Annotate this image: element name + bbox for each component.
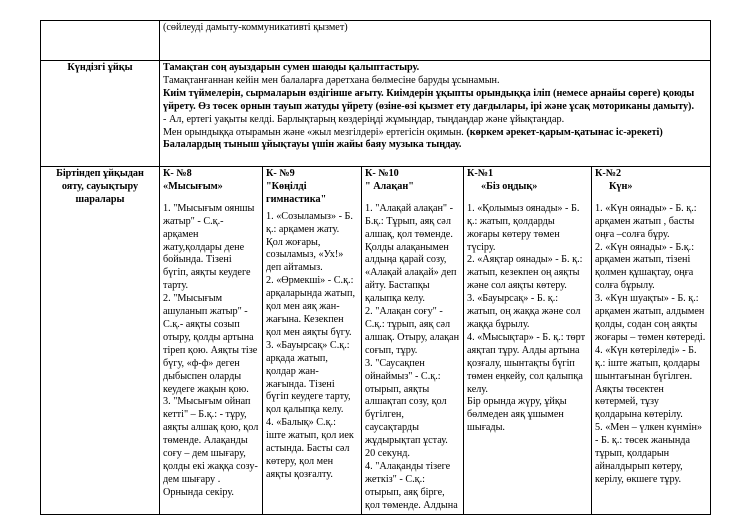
table-row — [41, 61, 711, 167]
day-title: «Біз оңдық» — [481, 180, 538, 192]
day-cell — [362, 167, 464, 515]
day-title: " Алақан" — [365, 180, 414, 192]
row1-left-cell — [41, 21, 160, 61]
day-title: "Көңілді гимнастика" — [266, 180, 327, 205]
nap-line-5-plain: Мен орындыққа отырамын және «жыл мезгілдері» ертегісін оқимын. — [163, 126, 467, 138]
table-row — [41, 167, 711, 515]
nap-line-5 — [163, 127, 707, 153]
nap-line-3: Киім түймелерін, сырмаларын өздігінше ағыту. Киімдерін ұқыпты орындыққа іліп (немесе арнайы сөреге) қоюды үйрету. Өз төсек орнын тауып жатуды үйрету (өзіне-өзі қызмет ету дағдылары, ірі және ұсақ моториканы дамыту). — [163, 87, 695, 112]
wakeup-label: Біртіндеп ұйқыдан ояту, сауықтыру шаралары — [56, 168, 144, 205]
day-code: К- №10 — [365, 168, 399, 179]
day-code: К- №9 — [266, 168, 295, 179]
table-row — [41, 21, 711, 61]
day-title: «Мысығым» — [163, 180, 223, 192]
day-code: К-№2 — [595, 168, 622, 179]
nap-content-cell — [160, 61, 711, 167]
wakeup-label-cell — [41, 167, 160, 515]
day-code: К-№1 — [467, 168, 494, 179]
day-body: 1. «Созыламыз» - Б. қ.: арқамен жату. Қол жоғары, созыламыз, «Ух!» деп айтамыз. 2. «Өрмекші» - С.қ.: арқаларында жатып, қол мен аяқ жан-жағына. Кезекпен қол мен аяқты бүгу. 3. «Бауырсақ» С.қ.: арқада жатып, қолдар жан-жағында. Тізені бүгіп кеудеге тарту, қол қалыпқа келу. 4. «Балық» С.қ.: іште жатып, қол иек астында. Басты сәл көтеру, қол мен аяқты қозғалту. — [266, 210, 356, 480]
day-cell — [263, 167, 362, 515]
day-body: 1. "Алақай алақан" - Б.қ.: Тұрып, аяқ сәл алшақ, қол төменде. Қолды алақанымен алдыңа қарай созу, «Алақай алақай» деп айту. Бастапқы қалыпқа келу. 2. "Алақан соғу" - С.қ.: тұрып, аяқ сәл алшақ. Отыру, алақан соғып, тұру. 3. "Саусақпен ойнаймыз" - С.қ.: отырып, аяқты алшақтап созу, қол бүгілген, саусақтарды жұдырықтап ұстау. 20 секунд. 4. "Алақанды тізеге жеткіз" - С.қ.: отырып, аяқ бірге, қол төменде. Алдына — [365, 202, 460, 511]
day-body: 1. "Мысығым ояншы жатыр" - С.қ.- арқамен жату,қолдары дене бойында. Тізені бүгіп, аяқты кеудеге тарту. 2. "Мысығым ашуланып жатыр" - С.қ.- аяқты созып отыру, қолды артына тіреп қою. Аяқты тізе бүгу, «ф-ф» деген дыбыспен оларды кеудеге жақын қою. 3. "Мысығым ойнап кетті" – Б.қ.: - тұру, аяқты алшақ қою, қол төменде. Алақанды соғу – дем шығару, қолды екі жаққа созу-дем шығару . Орнында секіру. — [163, 202, 259, 498]
nap-line-2: Тамақтанғаннан кейін мен балаларға дәретхана бөлмесіне баруды ұсынамын. — [163, 74, 500, 86]
day-cell — [464, 167, 592, 515]
schedule-table — [40, 20, 711, 515]
day-cell — [160, 167, 263, 515]
row1-right-cell: (сөйлеудi дамыту-коммуникативтi қызмет) — [160, 21, 711, 61]
nap-label-cell — [41, 61, 160, 167]
day-body: 1. «Қолымыз оянады» - Б. қ.: жатып, қолдарды жоғары көтеру төмен түсіру. 2. «Аяқтар оянады» - Б. қ.: жатып, кезекпен оң аяқты және сол аяқты көтеру. 3. «Бауырсақ» - Б. қ.: жатып, оң жаққа және сол жаққа бұрылу. 4. «Мысықтар» - Б. қ.: төрт аяқтап тұру. Алды артына қозғалу, шынтақты бүгіп төмен еңкейу, сол қалыпқа келу. Бір орында жүру, ұйқы бөлмеден аяқ ұшымен шығады. — [467, 202, 586, 434]
day-code: К- №8 — [163, 168, 192, 179]
day-body: 1. «Күн оянады» - Б. қ.: арқамен жатып , басты оңға –солға бұру. 2. «Күн оянады» - Б.қ.: арқамен жатып, тізені қолмен құшақтау, оңға солға бұрылу. 3. «Күн шуақты» - Б. қ.: арқамен жатып, алдымен қолды, содан соң аяқты жоғары – төмен көтереді. 4. «Күн көтеріледі» - Б. қ.: іште жатып, қолдары шынтағынан бүгілген. Аяқты төсектен көтермей, тұзу қолдарына көтерілу. 5. «Мен – үлкен күнмін» - Б. қ.: төсек жанында тұрып, қолдарын айналдырып көтеру, керілу, өкшеге тұру. — [595, 202, 706, 485]
nap-line-4: - Ал, ертегі уақыты келді. Барлықтарың көздеріңді жұмыңдар, тыңдаңдар және ұйықтаңдар. — [163, 113, 565, 125]
day-cell — [592, 167, 711, 515]
nap-line-1: Тамақтан соң ауыздарын сумен шаюды қалыптастыру. — [163, 62, 420, 73]
day-title: Күн» — [609, 180, 633, 192]
nap-label: Күндізгі ұйқы — [67, 62, 133, 73]
document-page — [40, 20, 710, 515]
nap-line-5-bold: (көркем әрекет-қарым-қатынас іс-әрекеті) Балалардың тыныш ұйықтауы үшін жайы баяу музыка тыңдау. — [163, 126, 663, 151]
